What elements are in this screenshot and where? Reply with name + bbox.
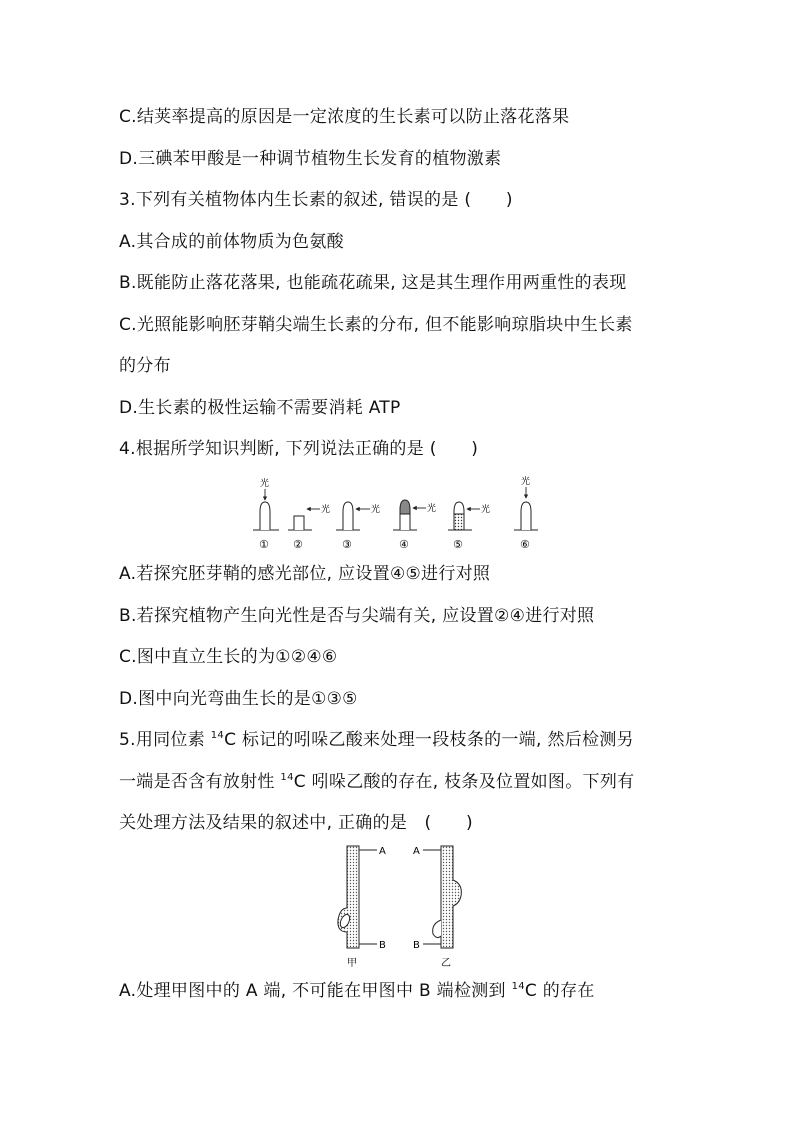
option-c-q3: C.光照能影响胚芽鞘尖端生长素的分布, 但不能影响琼脂块中生长素: [119, 315, 633, 335]
option-a-q3: A.其合成的前体物质为色氨酸: [119, 232, 344, 252]
light-label-4: 光: [427, 504, 437, 514]
jia-label-a: A: [379, 846, 386, 857]
coleoptile-6: [514, 475, 538, 551]
coleoptile-2: [288, 503, 330, 551]
branch-figure: [325, 840, 475, 972]
question-5-stem-line2: 一端是否含有放射性 $^{14}$C 吲哚乙酸的存在, 枝条及位置如图。下列有: [119, 772, 635, 792]
coleoptile-4: [393, 500, 436, 551]
question-4-stem: 4.根据所学知识判断, 下列说法正确的是 ( ): [119, 439, 479, 459]
yi-name: 乙: [441, 958, 451, 969]
label-6: ⑥: [520, 538, 530, 551]
label-1: ①: [259, 538, 269, 551]
jia-name: 甲: [347, 958, 357, 969]
coleoptile-1: [253, 477, 279, 551]
option-a-q5: A.处理甲图中的 A 端, 不可能在甲图中 B 端检测到 $^{14}$C 的存在: [119, 981, 595, 1001]
coleoptile-3: [336, 502, 380, 551]
option-d-q4: D.图中向光弯曲生长的是①③⑤: [119, 689, 358, 709]
yi-label-a: A: [413, 846, 420, 857]
label-2: ②: [293, 538, 303, 551]
label-5: ⑤: [453, 538, 463, 551]
option-a-q4: A.若探究胚芽鞘的感光部位, 应设置④⑤进行对照: [119, 564, 491, 584]
option-c-q2: C.结荚率提高的原因是一定浓度的生长素可以防止落花落果: [119, 107, 570, 127]
light-label-2: 光: [321, 505, 331, 515]
option-b-q3: B.既能防止落花落果, 也能疏花疏果, 这是其生理作用两重性的表现: [119, 273, 627, 293]
option-c-q4: C.图中直立生长的为①②④⑥: [119, 647, 338, 667]
question-5-stem-line3: 关处理方法及结果的叙述中, 正确的是 ( ): [119, 813, 473, 833]
light-label-3: 光: [371, 505, 381, 515]
question-5-stem-line1: 5.用同位素 $^{14}$C 标记的吲哚乙酸来处理一段枝条的一端, 然后检测另: [119, 730, 634, 750]
branch-jia: [338, 846, 386, 969]
light-label-6: 光: [521, 477, 531, 487]
jia-label-b: B: [379, 940, 386, 951]
branch-yi: [413, 846, 461, 969]
question-3-stem: 3.下列有关植物体内生长素的叙述, 错误的是 ( ): [119, 190, 513, 210]
option-d-q2: D.三碘苯甲酸是一种调节植物生长发育的植物激素: [119, 149, 502, 169]
coleoptile-5: [448, 502, 490, 551]
option-b-q4: B.若探究植物产生向光性是否与尖端有关, 应设置②④进行对照: [119, 606, 595, 626]
yi-label-b: B: [413, 940, 420, 951]
light-label-5: 光: [481, 505, 491, 515]
light-label-1: 光: [260, 479, 270, 489]
label-3: ③: [342, 538, 352, 551]
coleoptile-figure: [250, 474, 542, 554]
label-4: ④: [399, 538, 409, 551]
option-d-q3: D.生长素的极性运输不需要消耗 ATP: [119, 398, 401, 418]
option-c-q3-continued: 的分布: [119, 356, 171, 376]
